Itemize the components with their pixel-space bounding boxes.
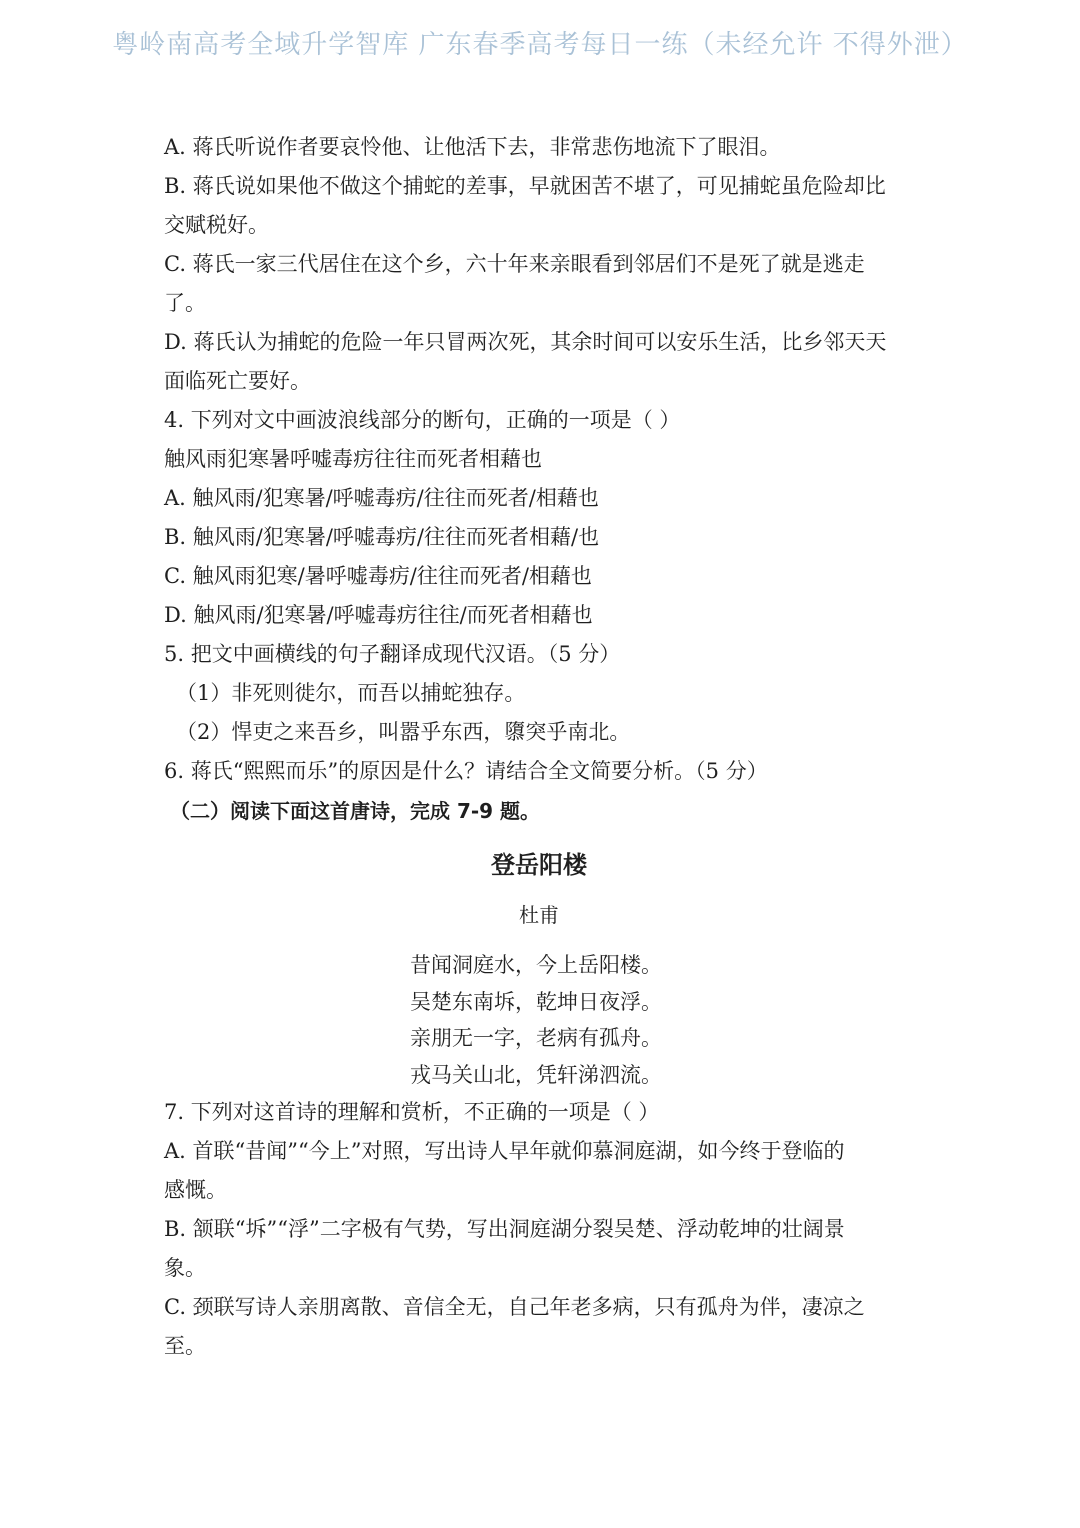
q4-stem: 4. 下列对文中画波浪线部分的断句，正确的一项是（ ） xyxy=(164,408,681,432)
document-page xyxy=(164,128,924,1366)
q3-option-d-cont: 面临死亡要好。 xyxy=(164,369,311,393)
q5-item-2: （2）悍吏之来吾乡，叫嚣乎东西，隳突乎南北。 xyxy=(176,720,631,744)
q7-option-a-cont: 感慨。 xyxy=(164,1178,227,1202)
q4-option-b: B. 触风雨/犯寒暑/呼嘘毒疠/往往而死者相藉/也 xyxy=(164,525,600,549)
q7-stem: 7. 下列对这首诗的理解和赏析，不正确的一项是（ ） xyxy=(164,1100,660,1124)
poem-line: 戎马关山北，凭轩涕泗流。 xyxy=(410,1062,662,1087)
q3-option-b: B. 蒋氏说如果他不做这个捕蛇的差事，早就困苦不堪了，可见捕蛇虽危险却比 xyxy=(164,174,886,198)
q6-stem: 6. 蒋氏“熙熙而乐”的原因是什么？请结合全文简要分析。（5 分） xyxy=(164,759,768,783)
q7-option-c-cont: 至。 xyxy=(164,1334,206,1358)
watermark: 粤岭南高考全域升学智库 广东春季高考每日一练（未经允许 不得外泄） xyxy=(112,30,968,60)
poem-body xyxy=(410,947,924,1093)
q7-option-a: A. 首联“昔闻”“今上”对照，写出诗人早年就仰慕洞庭湖，如今终于登临的 xyxy=(164,1139,845,1163)
poem-line: 昔闻洞庭水，今上岳阳楼。 xyxy=(410,953,662,977)
q4-option-c: C. 触风雨犯寒/暑呼嘘毒疠/往往而死者/相藉也 xyxy=(164,564,592,588)
poem-author: 杜甫 xyxy=(519,903,559,927)
q3-option-d: D. 蒋氏认为捕蛇的危险一年只冒两次死，其余时间可以安乐生活，比乡邻天天 xyxy=(164,330,887,354)
q4-option-d: D. 触风雨/犯寒暑/呼嘘毒疠往往/而死者相藉也 xyxy=(164,603,593,627)
poem-title: 登岳阳楼 xyxy=(491,851,587,879)
poem-line: 亲朋无一字，老病有孤舟。 xyxy=(410,1026,662,1050)
section-heading: （二）阅读下面这首唐诗，完成 7-9 题。 xyxy=(170,799,541,823)
q4-option-a: A. 触风雨/犯寒暑/呼嘘毒疠/往往而死者/相藉也 xyxy=(164,486,599,510)
q4-passage: 触风雨犯寒暑呼嘘毒疠往往而死者相藉也 xyxy=(164,447,542,471)
q3-option-b-cont: 交赋税好。 xyxy=(164,213,269,237)
poem-line: 吴楚东南坼，乾坤日夜浮。 xyxy=(410,989,662,1014)
q3-option-a: A. 蒋氏听说作者要哀怜他、让他活下去，非常悲伤地流下了眼泪。 xyxy=(164,135,781,159)
q3-option-c: C. 蒋氏一家三代居住在这个乡，六十年来亲眼看到邻居们不是死了就是逃走 xyxy=(164,252,865,276)
q7-option-c: C. 颈联写诗人亲朋离散、音信全无，自己年老多病，只有孤舟为伴，凄凉之 xyxy=(164,1295,865,1319)
q7-option-b-cont: 象。 xyxy=(164,1256,206,1280)
q3-option-c-cont: 了。 xyxy=(164,291,206,315)
q5-stem: 5. 把文中画横线的句子翻译成现代汉语。（5 分） xyxy=(164,642,621,666)
q7-option-b: B. 颔联“坼”“浮”二字极有气势，写出洞庭湖分裂吴楚、浮动乾坤的壮阔景 xyxy=(164,1217,845,1241)
q5-item-1: （1）非死则徙尔，而吾以捕蛇独存。 xyxy=(176,681,526,705)
